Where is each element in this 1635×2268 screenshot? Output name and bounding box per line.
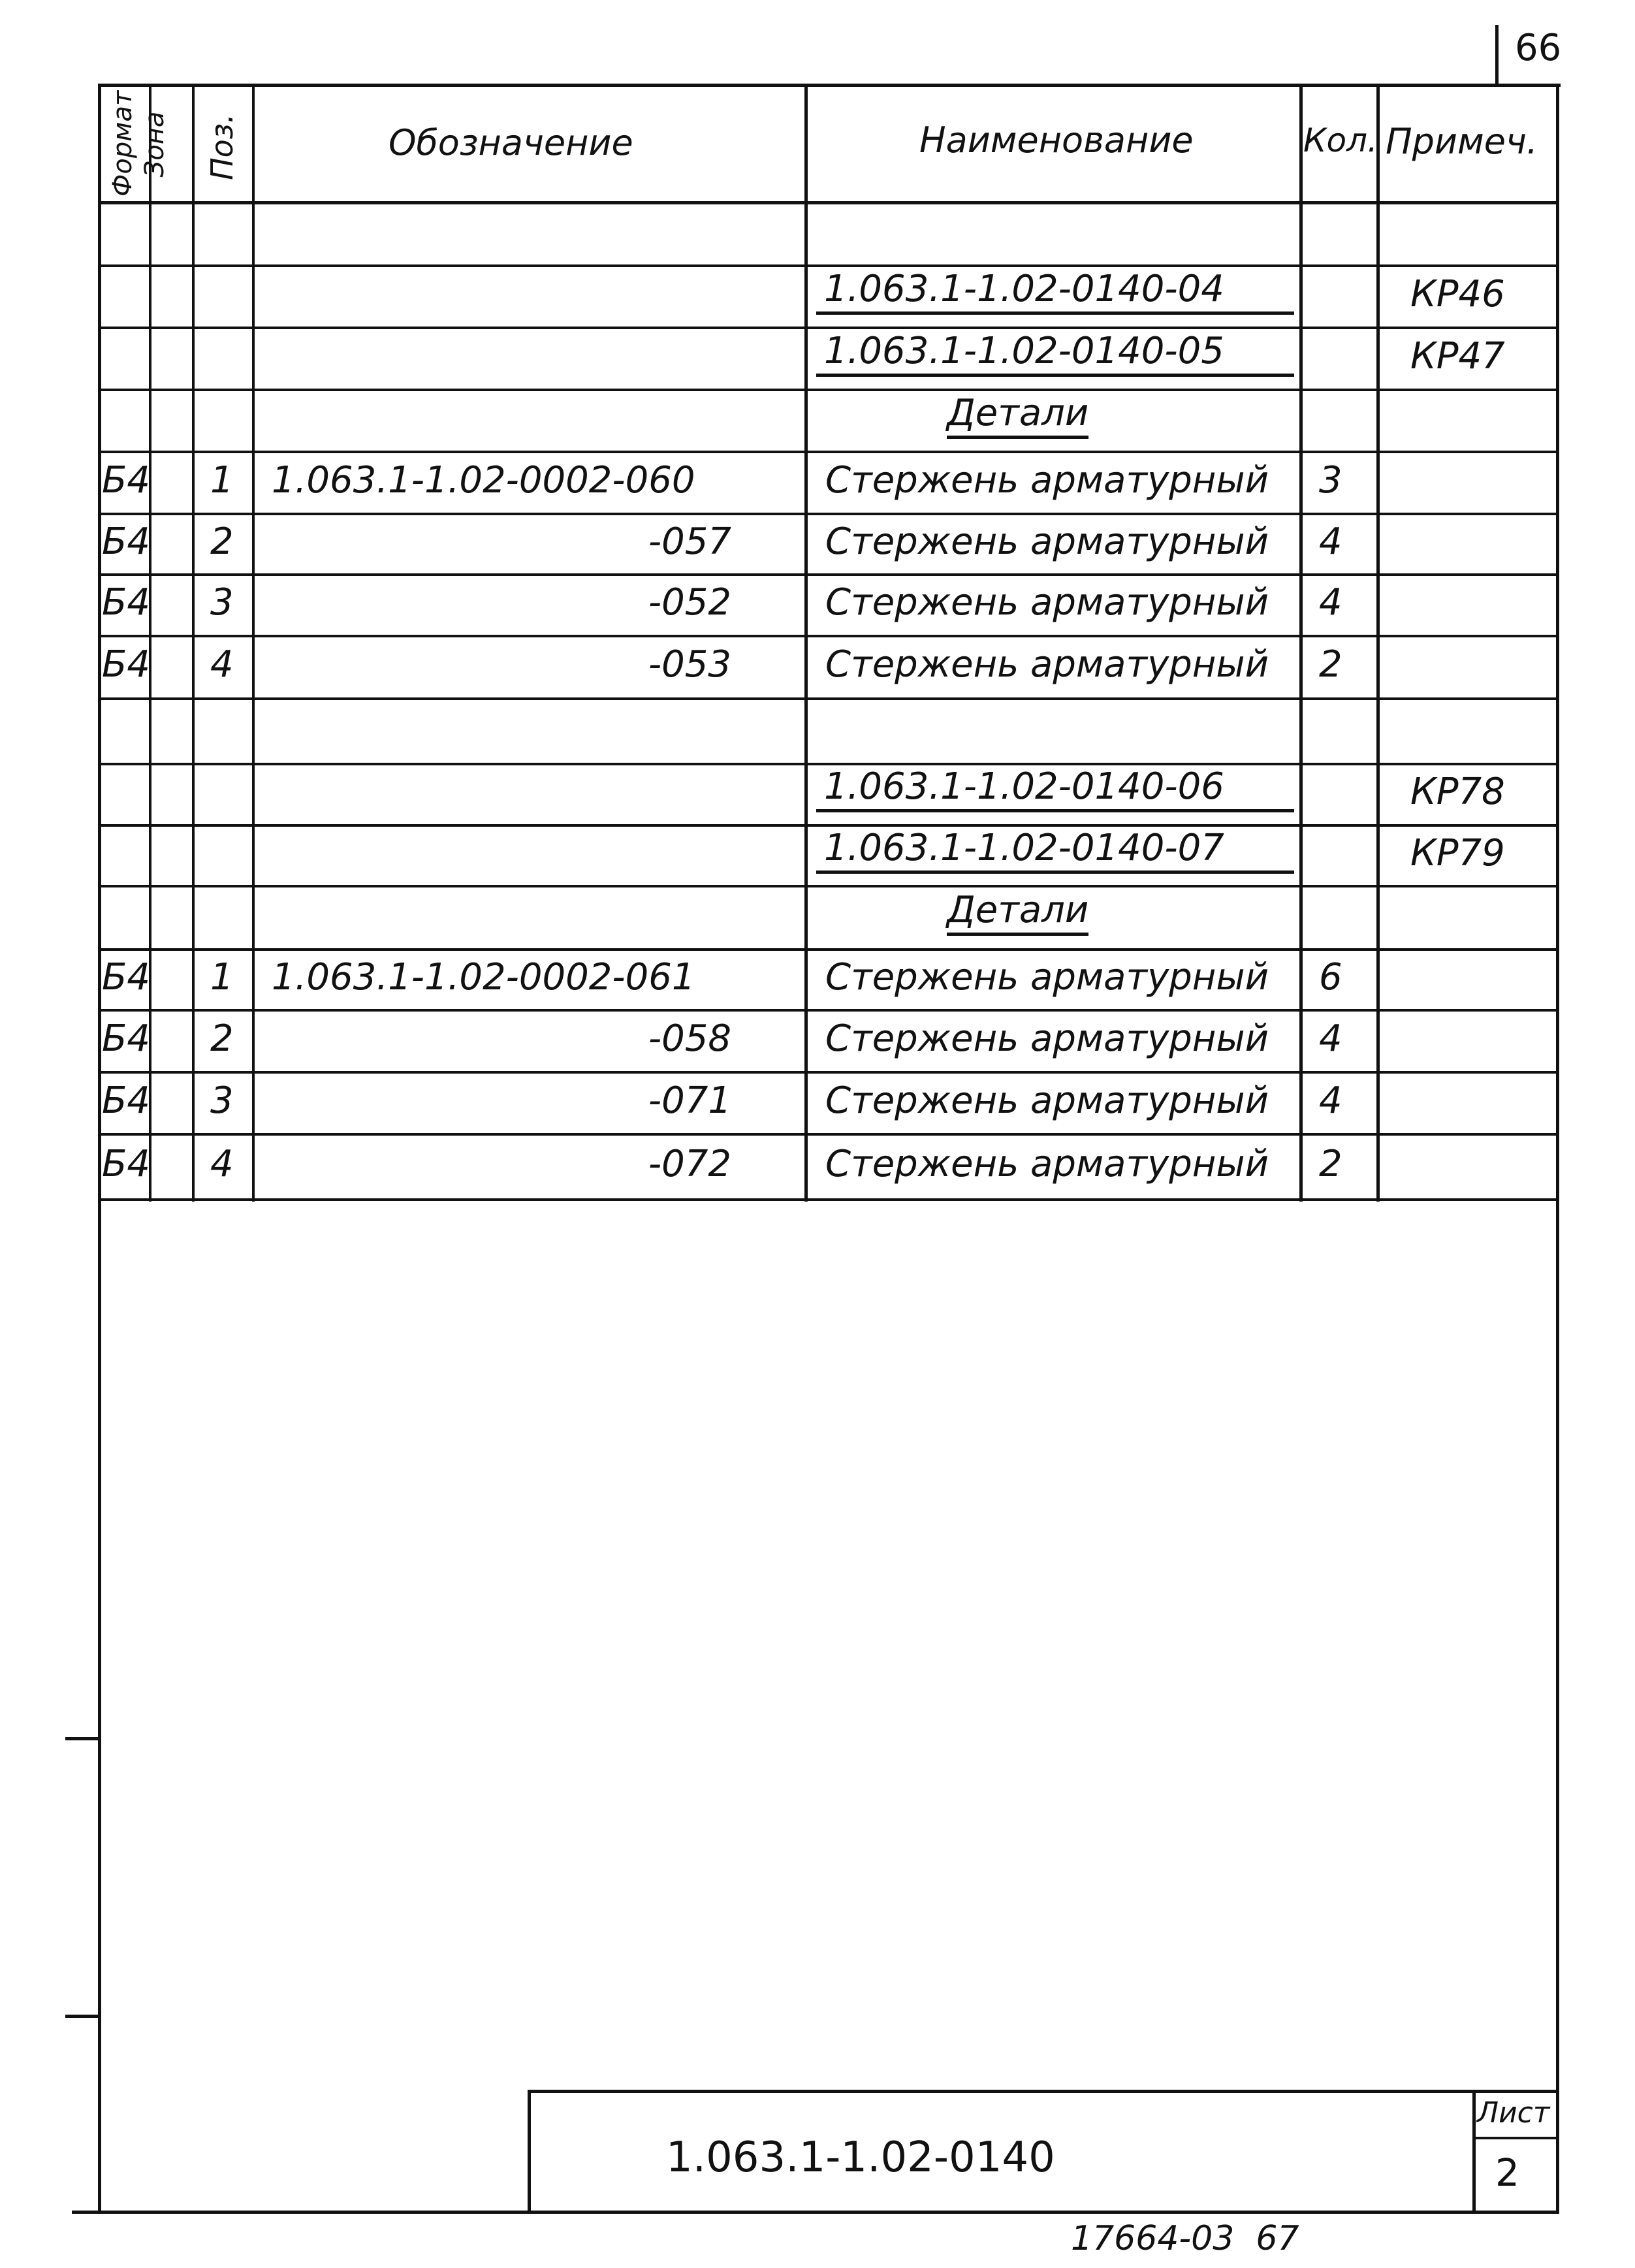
cell-note: КР78 (1410, 771, 1505, 813)
cell-assembly-ref: 1.063.1-1.02-0140-05 (816, 333, 1294, 377)
frame-left (98, 84, 101, 2214)
cell-designation: -057 (648, 520, 731, 563)
header-format: Формат (108, 90, 138, 197)
row-line (98, 697, 1559, 700)
title-block-top (528, 2090, 1559, 2093)
cell-format: Б4 (102, 1017, 151, 1060)
cell-note: КР47 (1410, 335, 1505, 377)
row-line (98, 1198, 1559, 1201)
cell-name: Стержень арматурный (825, 1143, 1269, 1185)
col-divider (804, 84, 808, 1202)
header-note: Примеч. (1386, 121, 1538, 162)
title-block-sheet-divider (1472, 2090, 1476, 2212)
margin-tick (65, 2015, 98, 2018)
row-line (98, 327, 1559, 329)
cell-designation: -072 (648, 1143, 731, 1185)
cell-designation: -053 (648, 643, 731, 686)
cell-pos: 4 (210, 1143, 234, 1185)
row-line (98, 885, 1559, 887)
cell-name: Стержень арматурный (825, 459, 1269, 502)
cell-designation: -058 (648, 1017, 731, 1060)
sheet-number: 2 (1495, 2150, 1519, 2195)
cell-designation: 1.063.1-1.02-0002-061 (272, 956, 695, 998)
cell-format: Б4 (102, 956, 151, 998)
cell-qty: 2 (1319, 1143, 1342, 1185)
row-line (98, 573, 1559, 576)
cell-name: Стержень арматурный (825, 581, 1269, 624)
row-line (98, 513, 1559, 515)
cell-pos: 2 (210, 1017, 234, 1060)
cell-designation: -071 (648, 1079, 731, 1122)
cell-name: Стержень арматурный (825, 520, 1269, 563)
cell-note: КР79 (1410, 832, 1505, 874)
title-block-left (528, 2090, 531, 2212)
cell-pos: 3 (210, 581, 234, 624)
cell-format: Б4 (102, 1143, 151, 1185)
row-line (98, 635, 1559, 637)
cell-pos: 4 (210, 643, 234, 686)
col-divider (252, 84, 255, 1202)
row-line (98, 1071, 1559, 1074)
cell-qty: 4 (1319, 1079, 1342, 1122)
frame-bottom (72, 2211, 1559, 2214)
header-pos: Поз. (204, 114, 240, 180)
title-block-sheet-line (1472, 2137, 1559, 2139)
cell-section-title: Детали (947, 395, 1088, 439)
row-line (98, 451, 1559, 453)
cell-assembly-ref: 1.063.1-1.02-0140-06 (816, 769, 1294, 812)
frame-top (98, 84, 1561, 87)
cell-designation: -052 (648, 581, 731, 624)
header-name: Наименование (919, 120, 1194, 161)
cell-name: Стержень арматурный (825, 956, 1269, 998)
header-designation: Обозначение (389, 122, 633, 163)
cell-format: Б4 (102, 581, 151, 624)
row-line (98, 264, 1559, 267)
row-line (98, 948, 1559, 951)
row-line (98, 389, 1559, 391)
row-line (98, 1009, 1559, 1012)
cell-assembly-ref: 1.063.1-1.02-0140-07 (816, 830, 1294, 874)
cell-qty: 4 (1319, 581, 1342, 624)
header-qty: Кол. (1303, 121, 1378, 159)
cell-pos: 1 (210, 459, 234, 502)
cell-qty: 4 (1319, 520, 1342, 563)
col-divider (192, 84, 195, 1202)
page-number-divider (1495, 25, 1499, 85)
cell-qty: 2 (1319, 643, 1342, 686)
cell-pos: 1 (210, 956, 234, 998)
row-line (98, 1133, 1559, 1136)
cell-pos: 2 (210, 520, 234, 563)
cell-name: Стержень арматурный (825, 1017, 1269, 1060)
cell-format: Б4 (102, 520, 151, 563)
cell-name: Стержень арматурный (825, 1079, 1269, 1122)
cell-qty: 3 (1319, 459, 1342, 502)
header-bottom (98, 201, 1559, 204)
frame-right (1556, 84, 1559, 2214)
cell-format: Б4 (102, 1079, 151, 1122)
cell-qty: 4 (1319, 1017, 1342, 1060)
cell-format: Б4 (102, 459, 151, 502)
cell-pos: 3 (210, 1079, 234, 1122)
cell-note: КР46 (1410, 273, 1505, 315)
footer-stamp: 17664-03 67 (1071, 2219, 1299, 2258)
cell-format: Б4 (102, 643, 151, 686)
cell-section-title: Детали (947, 892, 1088, 936)
col-divider (1299, 84, 1303, 1202)
cell-designation: 1.063.1-1.02-0002-060 (272, 459, 695, 502)
margin-tick (65, 1737, 98, 1740)
col-divider (1376, 84, 1380, 1202)
cell-name: Стержень арматурный (825, 643, 1269, 686)
header-zone: Зона (140, 111, 170, 178)
sheet-label: Лист (1477, 2096, 1550, 2130)
cell-qty: 6 (1319, 956, 1342, 998)
cell-assembly-ref: 1.063.1-1.02-0140-04 (816, 271, 1294, 315)
doc-code: 1.063.1-1.02-0140 (666, 2133, 1055, 2182)
page-number: 66 (1515, 27, 1562, 69)
